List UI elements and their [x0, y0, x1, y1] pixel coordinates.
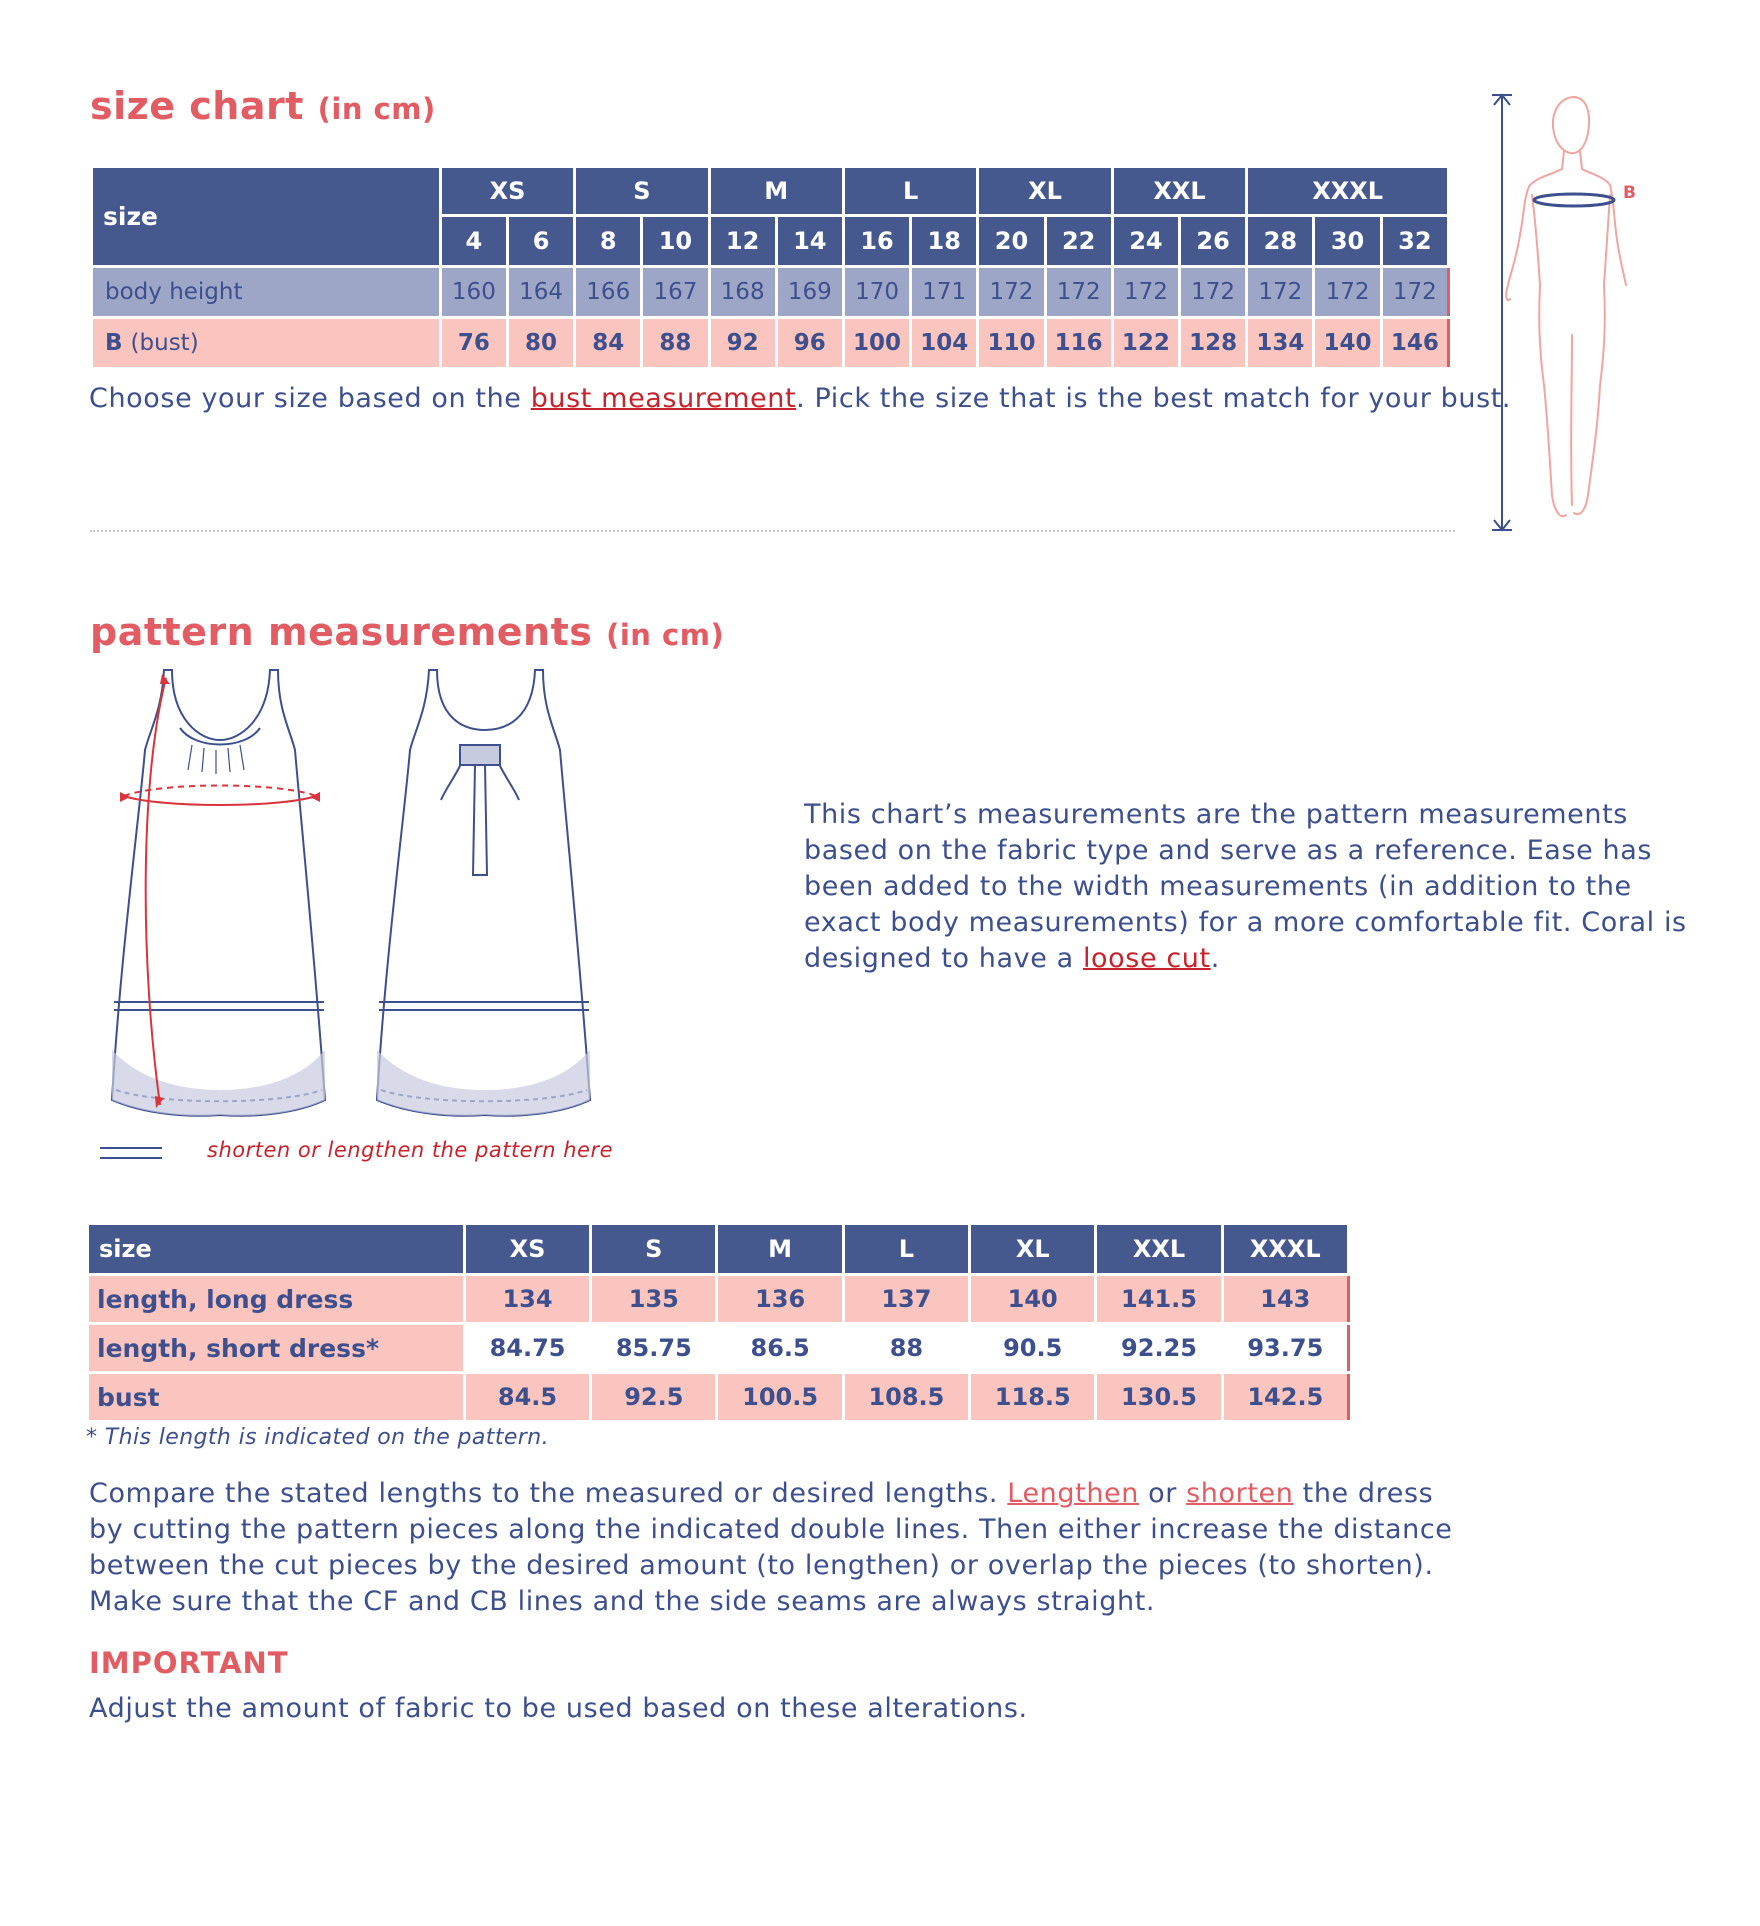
bust-cell: 110 [978, 318, 1045, 369]
body-height-cell: 172 [1112, 267, 1179, 318]
dress-illustrations [100, 660, 600, 1120]
instruction-line: between the cut pieces by the desired amount (to lengthen) or overlap the pieces (to shorten). [89, 1550, 1434, 1581]
table-cell: 140 [970, 1275, 1096, 1324]
size-group-xs: XS [440, 167, 574, 216]
pattern-size-col: M [717, 1224, 843, 1275]
bust-cell: 88 [642, 318, 709, 369]
bust-cell: 134 [1247, 318, 1314, 369]
pattern-size-col: S [591, 1224, 717, 1275]
pattern-size-header: size [88, 1224, 465, 1275]
bust-cell: 80 [507, 318, 574, 369]
instruction-line: Make sure that the CF and CB lines and the side seams are always straight. [89, 1586, 1156, 1617]
body-height-cell: 172 [1247, 267, 1314, 318]
size-group-xxl: XXL [1112, 167, 1246, 216]
size-number: 18 [911, 216, 978, 267]
back-dress-drawing [377, 670, 590, 1116]
size-number: 28 [1247, 216, 1314, 267]
body-height-cell: 160 [440, 267, 507, 318]
size-choice-note: Choose your size based on the bust measurement. Pick the size that is the best match for your bust. [89, 383, 1512, 414]
body-height-cell: 172 [978, 267, 1045, 318]
row-label-short-dress: length, short dress* [88, 1324, 465, 1373]
instruction-line: by cutting the pattern pieces along the indicated double lines. Then either increase the distance [89, 1514, 1453, 1545]
table-cell: 136 [717, 1275, 843, 1324]
table-cell: 86.5 [717, 1324, 843, 1373]
size-number: 20 [978, 216, 1045, 267]
description-line: been added to the width measurements (in addition to the [804, 871, 1632, 902]
pattern-size-col: XS [464, 1224, 590, 1275]
description-line: exact body measurements) for a more comfortable fit. Coral is [804, 907, 1687, 938]
pattern-measurements-title: pattern measurements (in cm) [90, 610, 725, 654]
description-line: This chart’s measurements are the pattern measurements [804, 799, 1628, 830]
table-cell: 92.25 [1096, 1324, 1222, 1373]
size-number: 24 [1112, 216, 1179, 267]
size-group-xl: XL [978, 167, 1112, 216]
table-cell: 85.75 [591, 1324, 717, 1373]
size-group-m: M [709, 167, 843, 216]
description-line: based on the fabric type and serve as a reference. Ease has [804, 835, 1653, 866]
front-dress-drawing [112, 670, 325, 1116]
body-height-cell: 171 [911, 267, 978, 318]
size-header: size [92, 167, 441, 267]
footnote: * This length is indicated on the pattern. [86, 1425, 549, 1450]
table-row [88, 1275, 1349, 1324]
bust-cell: 76 [440, 318, 507, 369]
size-number: 32 [1381, 216, 1448, 267]
size-group-l: L [843, 167, 977, 216]
bust-cell: 122 [1112, 318, 1179, 369]
body-height-cell: 172 [1045, 267, 1112, 318]
bust-cell: 96 [776, 318, 843, 369]
legend-text: shorten or lengthen the pattern here [207, 1138, 613, 1162]
table-cell: 100.5 [717, 1373, 843, 1422]
pattern-description [804, 797, 1704, 977]
table-cell: 141.5 [1096, 1275, 1222, 1324]
table-cell: 143 [1222, 1275, 1348, 1324]
table-cell: 84.5 [464, 1373, 590, 1422]
table-cell: 142.5 [1222, 1373, 1348, 1422]
body-height-label: body height [92, 267, 441, 318]
size-chart-table [90, 165, 1450, 370]
body-figure-illustration [1480, 85, 1660, 540]
table-cell: 90.5 [970, 1324, 1096, 1373]
size-number: 16 [843, 216, 910, 267]
body-height-cell: 167 [642, 267, 709, 318]
body-height-cell: 172 [1314, 267, 1381, 318]
row-label-long-dress: length, long dress [88, 1275, 465, 1324]
table-cell: 134 [464, 1275, 590, 1324]
bust-cell: 92 [709, 318, 776, 369]
table-cell: 84.75 [464, 1324, 590, 1373]
size-number: 8 [575, 216, 642, 267]
bust-cell: 100 [843, 318, 910, 369]
bust-cell: 84 [575, 318, 642, 369]
instruction-line: Compare the stated lengths to the measured or desired lengths. Lengthen or shorten the dress [89, 1478, 1434, 1509]
size-number: 12 [709, 216, 776, 267]
bust-label: B (bust) [92, 318, 441, 369]
body-height-cell: 166 [575, 267, 642, 318]
body-height-cell: 169 [776, 267, 843, 318]
body-height-cell: 168 [709, 267, 776, 318]
important-text: Adjust the amount of fabric to be used based on these alterations. [89, 1693, 1028, 1724]
size-chart-title: size chart (in cm) [90, 84, 436, 128]
table-cell: 130.5 [1096, 1373, 1222, 1422]
pattern-size-col: L [843, 1224, 969, 1275]
lengthen-link[interactable]: Lengthen [1007, 1478, 1139, 1509]
bust-cell: 116 [1045, 318, 1112, 369]
table-cell: 137 [843, 1275, 969, 1324]
description-line: designed to have a loose cut. [804, 943, 1220, 974]
bust-cell: 128 [1180, 318, 1247, 369]
bust-cell: 104 [911, 318, 978, 369]
pattern-size-col: XL [970, 1224, 1096, 1275]
important-heading: IMPORTANT [89, 1646, 289, 1680]
bust-cell: 146 [1381, 318, 1448, 369]
table-cell: 92.5 [591, 1373, 717, 1422]
figure-bust-label: B [1623, 183, 1636, 203]
body-height-row [92, 267, 1449, 318]
bust-row [92, 318, 1449, 369]
table-cell: 108.5 [843, 1373, 969, 1422]
size-group-s: S [575, 167, 709, 216]
loose-cut-link[interactable]: loose cut [1082, 943, 1211, 974]
double-line-legend-icon [98, 1144, 164, 1164]
size-number: 26 [1180, 216, 1247, 267]
shorten-link[interactable]: shorten [1186, 1478, 1294, 1509]
table-row [88, 1373, 1349, 1422]
table-cell: 135 [591, 1275, 717, 1324]
table-cell: 118.5 [970, 1373, 1096, 1422]
table-cell: 93.75 [1222, 1324, 1348, 1373]
bust-cell: 140 [1314, 318, 1381, 369]
body-height-cell: 172 [1381, 267, 1448, 318]
size-group-xxxl: XXXL [1247, 167, 1449, 216]
body-height-cell: 172 [1180, 267, 1247, 318]
size-number: 22 [1045, 216, 1112, 267]
size-number: 4 [440, 216, 507, 267]
table-row [88, 1324, 1349, 1373]
body-height-cell: 170 [843, 267, 910, 318]
size-number: 30 [1314, 216, 1381, 267]
table-cell: 88 [843, 1324, 969, 1373]
bust-measurement-link[interactable]: bust measurement [530, 383, 797, 414]
body-height-cell: 164 [507, 267, 574, 318]
size-number: 14 [776, 216, 843, 267]
pattern-measurements-table [86, 1222, 1350, 1423]
alteration-instructions [89, 1476, 1489, 1620]
pattern-size-col: XXL [1096, 1224, 1222, 1275]
size-number: 10 [642, 216, 709, 267]
row-label-bust: bust [88, 1373, 465, 1422]
pattern-size-col: XXXL [1222, 1224, 1348, 1275]
size-number: 6 [507, 216, 574, 267]
section-divider [90, 530, 1455, 532]
